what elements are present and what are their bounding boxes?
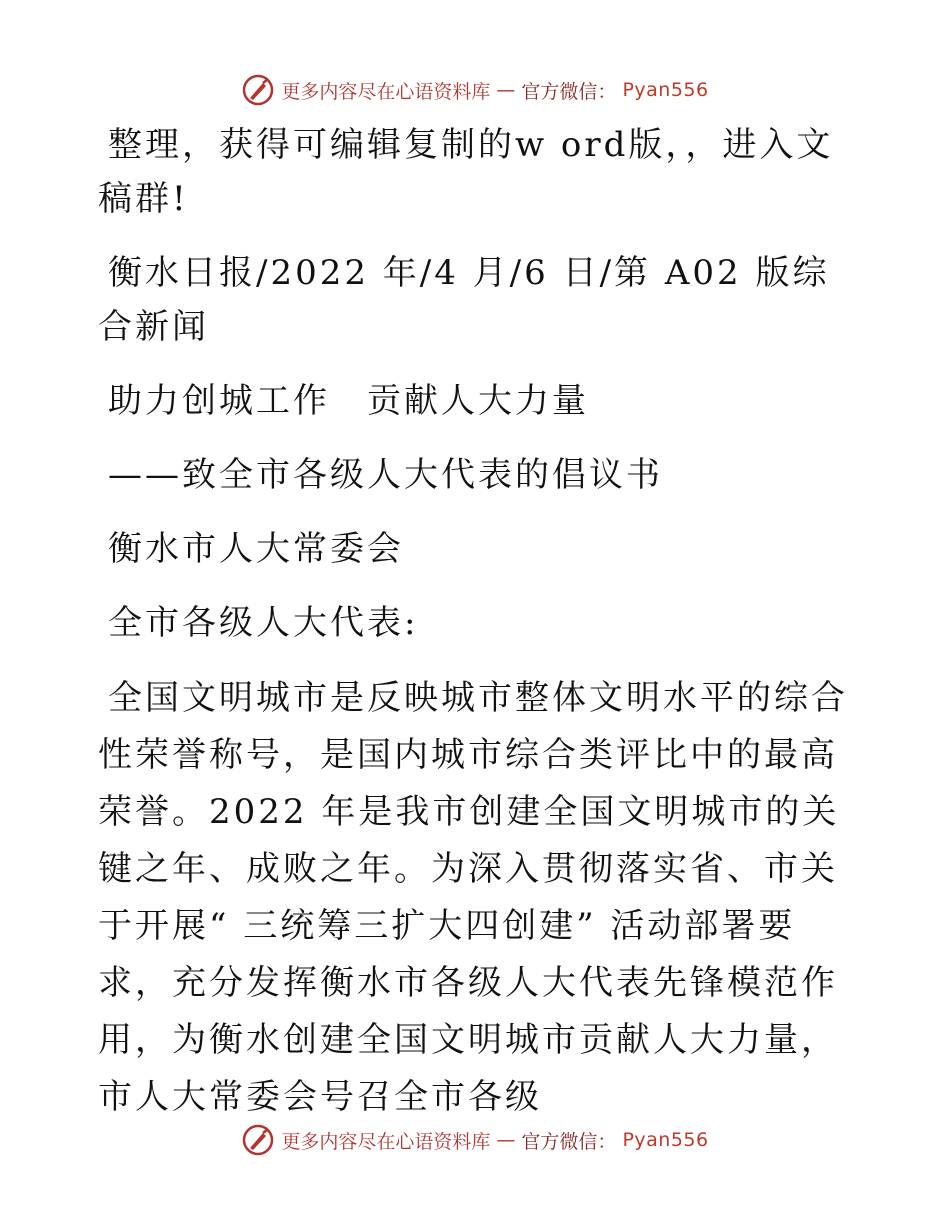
watermark-wechat-label: 官方微信： xyxy=(521,80,617,103)
footer-watermark xyxy=(0,1120,950,1160)
watermark-site-text: 更多内容尽在心语资料库 xyxy=(281,1130,491,1153)
watermark-dash: — xyxy=(496,79,516,101)
watermark-dash: — xyxy=(496,1129,516,1151)
article-subtitle: ——致全市各级人大代表的倡议书 xyxy=(108,455,663,495)
pen-logo-icon xyxy=(241,73,275,107)
source-line: 衡水日报/2022 年/4 月/6 日/第 A02 版综合新闻 xyxy=(98,253,830,347)
salutation: 全市各级人大代表: xyxy=(108,603,419,643)
header-watermark xyxy=(0,70,950,110)
watermark-wechat-label: 官方微信： xyxy=(521,1130,617,1153)
watermark-account: Pyan556 xyxy=(622,79,709,101)
watermark-site-text: 更多内容尽在心语资料库 xyxy=(281,80,491,103)
document-body xyxy=(98,118,858,1146)
intro-line: 整理，获得可编辑复制的w ord版，，进入文稿群! xyxy=(98,125,834,219)
body-paragraph: 全国文明城市是反映城市整体文明水平的综合性荣誉称号，是国内城市综合类评比中的最高荣誉。2022 年是我市创建全国文明城市的关键之年、成败之年。为深入贯彻落实省、市关于开展“ 三统筹三扩大四创建” 活动部署要求，充分发挥衡水市各级人大代表先锋模范作用，为衡水创建全国文明城市贡献人大力量，市人大常委会号召全市各级 xyxy=(98,678,848,1117)
article-author: 衡水市人大常委会 xyxy=(108,529,404,569)
article-title: 助力创城工作 贡献人大力量 xyxy=(108,381,589,421)
watermark-account: Pyan556 xyxy=(622,1129,709,1151)
pen-logo-icon xyxy=(241,1123,275,1157)
